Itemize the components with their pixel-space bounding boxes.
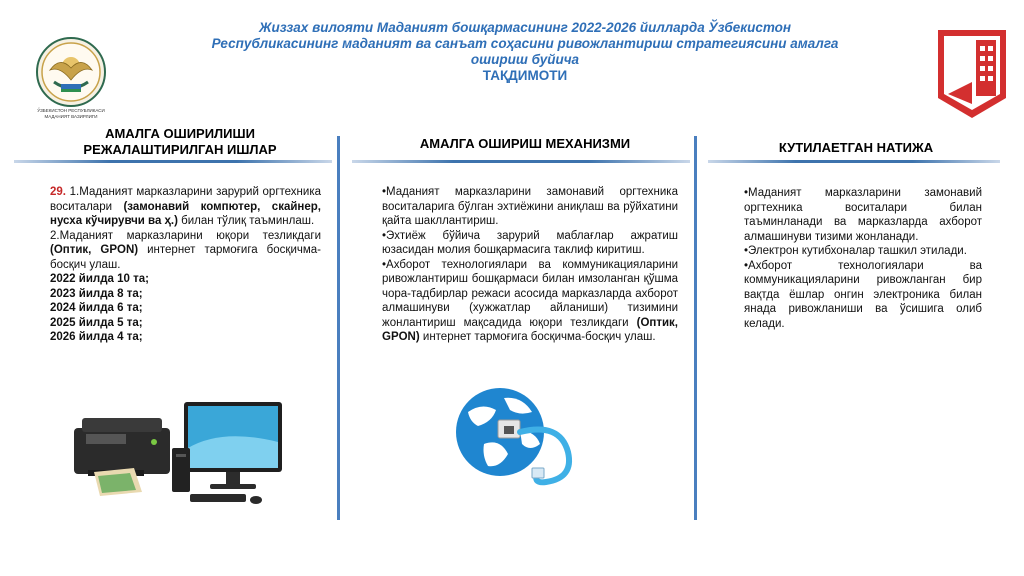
list-item: •Эхтиёж бўйича зарурий маблағлар ажратиш юзасидан молия бошқармасига таклиф киритиш. — [382, 229, 678, 256]
column-separator — [337, 136, 340, 520]
svg-text:ЎЗБЕКИСТОН РЕСПУБЛИКАСИ: ЎЗБЕКИСТОН РЕСПУБЛИКАСИ — [37, 108, 105, 113]
list-item: •Электрон кутибхоналар ташкил этилади. — [744, 245, 967, 257]
column-heading-result: КУТИЛАЕТГАН НАТИЖА — [778, 140, 934, 155]
column-separator — [694, 136, 697, 520]
year-item: 2023 йилда 8 та; — [50, 287, 143, 300]
year-item: 2026 йилда 4 та; — [50, 331, 143, 343]
heading-divider — [708, 160, 1000, 163]
planned-works-text: 29. 1.Маданият марказларини зарурий оргтехника воситалари (замонавий компютер, скайнер, нусха кўчирувчи ва ҳ.) билан тўлиқ таъминлаш. 2.Маданият марказларини юқори тезликдаги (Оптик, GPON) интернет тармоғига босқичма-босқич улаш. 2022 йилда 10 та; 2023 йилда 8 та; 2024 йилда 6 та; 2025 йилда 5 та; 2026 йилда 4 та; — [50, 186, 321, 343]
column-heading-planned: АМАЛГА ОШИРИЛИШИ РЕЖАЛАШТИРИЛГАН ИШЛАР — [83, 126, 277, 157]
year-item: 2025 йилда 5 та; — [50, 316, 143, 329]
year-item: 2024 йилда 6 та; — [50, 302, 143, 314]
expected-result-text — [744, 186, 982, 331]
list-item: •Маданият марказларини замонавий оргтехника воситалари билан таъминланади ва марказларда ахборот алмашинуви тизими жонланади. — [744, 187, 982, 243]
globe-network-icon — [448, 382, 588, 492]
list-item: •Ахборот технологиялари ва коммуникацияларини ривожланган бир вақтда ёшлар онгин электроника билан янада ривожланиши ва ўсишига олиб келади. — [744, 259, 982, 330]
list-item: •Маданият марказларини замонавий оргтехника воситаларига бўлган эхтиёжини аниқлаш ва рўйхатини қайта шакллантириш. — [382, 186, 678, 227]
ministry-emblem-icon — [30, 36, 112, 120]
column-heading-mechanism: АМАЛГА ОШИРИШ МЕХАНИЗМИ — [419, 136, 631, 151]
list-item: •Ахборот технологиялари ва коммуникацияларини ривожлантириш бошқармаси билан имзоланган қўшма чора-тадбирлар режаси асосида марказларда ахборот алмашинуви (хужжатлар айланиши) тизимини жонлантириш мақсадида юқори тезликдаги (Оптик, GPON) интернет тармоғига босқичма-босқич улаш. — [382, 258, 678, 343]
mechanism-text — [382, 185, 678, 345]
building-logo-icon — [936, 28, 1008, 120]
svg-text:МАДАНИЯТ ВАЗИРЛИГИ: МАДАНИЯТ ВАЗИРЛИГИ — [44, 114, 98, 119]
page-title: Жиззах вилояти Маданият бошқармасининг 2022-2026 йилларда Ўзбекистон Республикасининг маданият ва санъат соҳасини ривожлантириш стратегиясини амалга ошириш буйича ТАҚДИМОТИ — [211, 20, 839, 83]
heading-divider — [352, 160, 690, 163]
item-number: 29. — [50, 186, 66, 198]
heading-divider — [14, 160, 332, 163]
computer-printer-icon — [72, 398, 284, 510]
year-item: 2022 йилда 10 та; — [50, 273, 149, 285]
